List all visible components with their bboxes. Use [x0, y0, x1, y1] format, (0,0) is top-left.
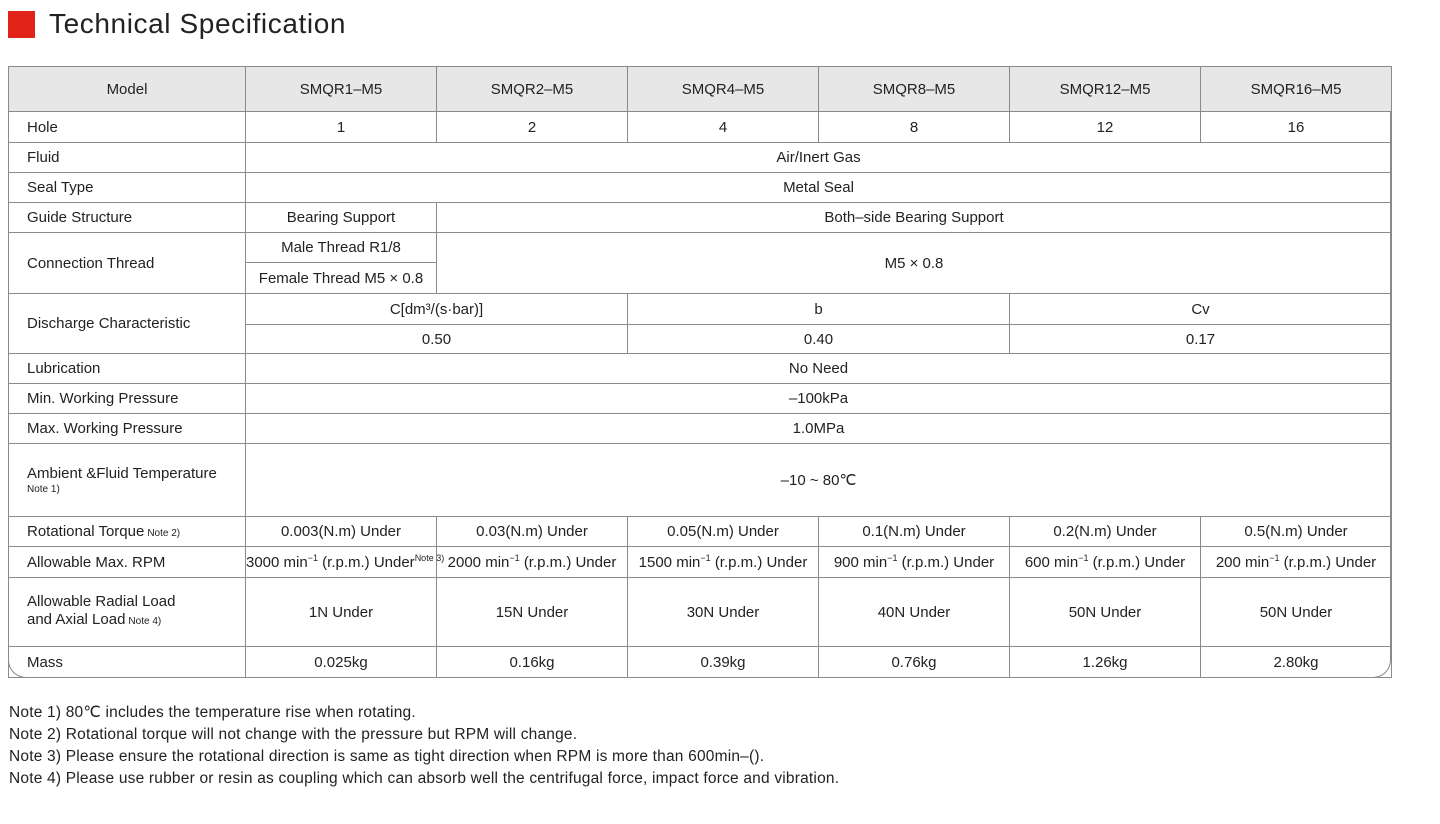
- discharge-cv-label: Cv: [1010, 294, 1392, 325]
- row-label-seal-type: Seal Type: [9, 173, 246, 203]
- discharge-c-label: C[dm³/(s·bar)]: [246, 294, 628, 325]
- temperature-label-text: Ambient &Fluid Temperature: [27, 465, 217, 482]
- table-header-row: [9, 67, 1392, 112]
- rpm-value: [819, 547, 1010, 578]
- table-row: [9, 143, 1392, 173]
- rpm-unit-sup: −1: [509, 553, 520, 563]
- table-row: [9, 203, 1392, 233]
- guide-structure-rest: Both–side Bearing Support: [437, 203, 1392, 233]
- load-value: 30N Under: [628, 578, 819, 647]
- header-model-label: Model: [9, 67, 246, 112]
- load-value: 40N Under: [819, 578, 1010, 647]
- load-value: 50N Under: [1201, 578, 1392, 647]
- rpm-unit-tail: (r.p.m.) Under: [901, 554, 995, 571]
- rpm-value: [628, 547, 819, 578]
- thread-male: Male Thread R1/8: [246, 233, 437, 263]
- discharge-c-value: 0.50: [246, 325, 628, 354]
- load-value: 15N Under: [437, 578, 628, 647]
- load-label-line2: and Axial Load: [27, 611, 126, 628]
- torque-value: 0.2(N.m) Under: [1010, 517, 1201, 547]
- hole-value: 1: [246, 112, 437, 143]
- lubrication-value: No Need: [246, 354, 1392, 384]
- discharge-cv-value: 0.17: [1010, 325, 1392, 354]
- rpm-value: [1201, 547, 1392, 578]
- mass-value: 0.16kg: [437, 647, 628, 678]
- discharge-b-label: b: [628, 294, 1010, 325]
- row-label-hole: Hole: [9, 112, 246, 143]
- row-label-rpm: Allowable Max. RPM: [9, 547, 246, 578]
- rpm-note-ref: Note 3): [414, 553, 445, 563]
- table-row: [9, 173, 1392, 203]
- seal-type-value: Metal Seal: [246, 173, 1392, 203]
- torque-label-text: Rotational Torque: [27, 523, 145, 540]
- load-label-line1: Allowable Radial Load: [27, 593, 176, 610]
- header-model-3: SMQR4–M5: [628, 67, 819, 112]
- min-pressure-value: –100kPa: [246, 384, 1392, 414]
- torque-value: 0.5(N.m) Under: [1201, 517, 1392, 547]
- rpm-number: 600 min: [1024, 554, 1079, 571]
- thread-rest: M5 × 0.8: [437, 233, 1392, 294]
- rpm-value: [246, 547, 445, 578]
- row-label-max-pressure: Max. Working Pressure: [9, 414, 246, 444]
- row-label-temperature: [9, 444, 246, 517]
- thread-female: Female Thread M5 × 0.8: [246, 263, 437, 294]
- rpm-number: 3000 min: [246, 554, 308, 571]
- table-row: [9, 578, 1392, 647]
- torque-value: 0.003(N.m) Under: [246, 517, 437, 547]
- rpm-number: 200 min: [1215, 554, 1270, 571]
- rpm-value: [437, 547, 628, 578]
- max-pressure-value: 1.0MPa: [246, 414, 1392, 444]
- table-row: [9, 647, 1392, 678]
- rpm-number: 2000 min: [447, 554, 510, 571]
- hole-value: 2: [437, 112, 628, 143]
- row-label-fluid: Fluid: [9, 143, 246, 173]
- fluid-value: Air/Inert Gas: [246, 143, 1392, 173]
- spec-table-container: [8, 66, 1391, 678]
- rpm-unit-tail: (r.p.m.) Under: [322, 554, 415, 571]
- header-model-6: SMQR16–M5: [1201, 67, 1392, 112]
- table-row: [9, 384, 1392, 414]
- rpm-unit-tail: (r.p.m.) Under: [1092, 554, 1186, 571]
- rpm-number: 1500 min: [638, 554, 701, 571]
- page-header: [8, 8, 346, 40]
- temperature-note-ref: Note 1): [27, 484, 60, 495]
- mass-value: 0.025kg: [246, 647, 437, 678]
- load-value: 50N Under: [1010, 578, 1201, 647]
- rpm-unit-sup: −1: [1269, 553, 1280, 563]
- header-model-1: SMQR1–M5: [246, 67, 437, 112]
- rpm-unit-sup: −1: [887, 553, 898, 563]
- footnote-2: Note 2) Rotational torque will not change with the pressure but RPM will change.: [9, 726, 578, 743]
- footnote-3: Note 3) Please ensure the rotational direction is same as tight direction when RPM is more than 600min–().: [9, 748, 765, 765]
- table-row: [9, 233, 1392, 263]
- hole-value: 8: [819, 112, 1010, 143]
- rpm-unit-tail: (r.p.m.) Under: [714, 554, 808, 571]
- header-model-4: SMQR8–M5: [819, 67, 1010, 112]
- row-label-discharge: Discharge Characteristic: [9, 294, 246, 354]
- discharge-b-value: 0.40: [628, 325, 1010, 354]
- red-square-icon: [8, 11, 35, 38]
- table-row: [9, 444, 1392, 517]
- load-value: 1N Under: [246, 578, 437, 647]
- hole-value: 16: [1201, 112, 1392, 143]
- footnote-4: Note 4) Please use rubber or resin as coupling which can absorb well the centrifugal force, impact force and vibration.: [9, 770, 840, 787]
- rpm-unit-tail: (r.p.m.) Under: [523, 554, 617, 571]
- footnotes: [9, 702, 839, 790]
- load-note-ref: Note 4): [128, 616, 162, 627]
- page-title: Technical Specification: [49, 8, 347, 39]
- table-row: [9, 112, 1392, 143]
- spec-table: [8, 66, 1392, 678]
- row-label-lubrication: Lubrication: [9, 354, 246, 384]
- torque-value: 0.1(N.m) Under: [819, 517, 1010, 547]
- hole-value: 12: [1010, 112, 1201, 143]
- rpm-value: [1010, 547, 1201, 578]
- row-label-guide-structure: Guide Structure: [9, 203, 246, 233]
- table-row: [9, 414, 1392, 444]
- rpm-unit-sup: −1: [1078, 553, 1089, 563]
- rpm-unit-tail: (r.p.m.) Under: [1283, 554, 1377, 571]
- header-model-5: SMQR12–M5: [1010, 67, 1201, 112]
- torque-note-ref: Note 2): [147, 528, 181, 539]
- temperature-value: –10 ~ 80℃: [246, 444, 1392, 517]
- table-row: [9, 547, 1392, 578]
- row-label-load: [9, 578, 246, 647]
- rpm-unit-sup: −1: [307, 553, 318, 563]
- table-row: [9, 354, 1392, 384]
- row-label-connection-thread: Connection Thread: [9, 233, 246, 294]
- mass-value: 0.76kg: [819, 647, 1010, 678]
- torque-value: 0.05(N.m) Under: [628, 517, 819, 547]
- table-row: [9, 294, 1392, 325]
- row-label-torque: [9, 517, 246, 547]
- torque-value: 0.03(N.m) Under: [437, 517, 628, 547]
- rpm-unit-sup: −1: [700, 553, 711, 563]
- mass-value: 1.26kg: [1010, 647, 1201, 678]
- row-label-min-pressure: Min. Working Pressure: [9, 384, 246, 414]
- guide-structure-first: Bearing Support: [246, 203, 437, 233]
- mass-value: 2.80kg: [1201, 647, 1392, 678]
- footnote-1: Note 1) 80℃ includes the temperature rise when rotating.: [9, 704, 416, 721]
- hole-value: 4: [628, 112, 819, 143]
- row-label-mass: Mass: [9, 647, 246, 678]
- table-row: [9, 517, 1392, 547]
- header-model-2: SMQR2–M5: [437, 67, 628, 112]
- mass-value: 0.39kg: [628, 647, 819, 678]
- rpm-number: 900 min: [833, 554, 888, 571]
